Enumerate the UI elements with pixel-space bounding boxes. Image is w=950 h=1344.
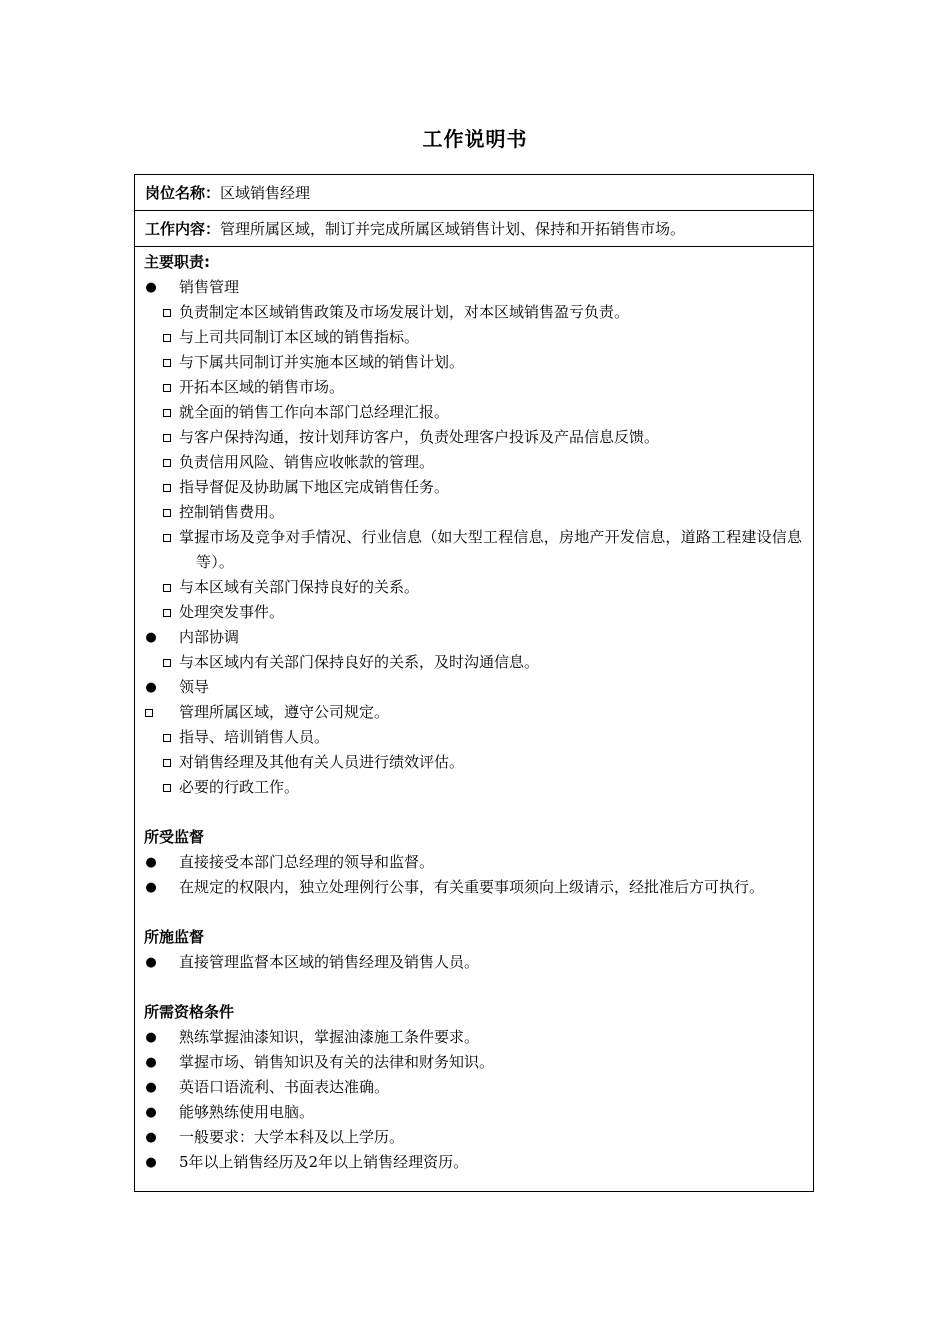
item-text: 开拓本区域的销售市场。 <box>179 378 345 396</box>
square-bullet-icon <box>163 734 171 742</box>
job-description-table <box>134 174 814 1192</box>
lead-title: 领导 <box>179 678 210 696</box>
square-bullet-icon <box>163 509 171 517</box>
supervising-heading: 所施监督 <box>144 928 205 946</box>
square-bullet-icon <box>163 459 171 467</box>
spacer <box>144 900 805 925</box>
list-item <box>144 775 805 800</box>
list-item <box>144 625 805 650</box>
item-text: 英语口语流利、书面表达准确。 <box>179 1078 390 1096</box>
list-item <box>144 725 805 750</box>
item-text: 必要的行政工作。 <box>179 778 300 796</box>
list-item <box>144 750 805 775</box>
bullet-icon: ● <box>145 955 157 970</box>
item-text: 负责信用风险、销售应收帐款的管理。 <box>179 453 435 471</box>
content-label: 工作内容 <box>145 220 206 238</box>
item-text: 管理所属区域，遵守公司规定。 <box>179 703 390 721</box>
item-text: 与上司共同制订本区域的销售指标。 <box>179 328 420 346</box>
duties-heading: 主要职责: <box>144 253 210 271</box>
square-bullet-icon <box>163 309 171 317</box>
square-bullet-icon <box>163 534 171 542</box>
square-bullet-icon <box>145 709 153 717</box>
item-text: 控制销售费用。 <box>179 503 285 521</box>
item-text: 指导、培训销售人员。 <box>179 728 330 746</box>
item-text: 一般要求：大学本科及以上学历。 <box>179 1128 405 1146</box>
content-row <box>135 211 813 247</box>
square-bullet-icon <box>163 584 171 592</box>
list-item <box>144 675 805 700</box>
list-item <box>144 425 805 450</box>
item-text: 指导督促及协助属下地区完成销售任务。 <box>179 478 450 496</box>
supervised-heading: 所受监督 <box>144 828 205 846</box>
item-text: 直接管理监督本区域的销售经理及销售人员。 <box>179 953 480 971</box>
square-bullet-icon <box>163 484 171 492</box>
spacer <box>144 975 805 1000</box>
bullet-icon: ● <box>145 1030 157 1045</box>
item-text: 在规定的权限内，独立处理例行公事，有关重要事项须向上级请示，经批准后方可执行。 <box>179 878 765 896</box>
list-item <box>144 950 805 975</box>
list-item <box>144 525 805 575</box>
square-bullet-icon <box>163 609 171 617</box>
page-title: 工作说明书 <box>422 127 528 151</box>
list-item <box>144 375 805 400</box>
item-text: 负责制定本区域销售政策及市场发展计划，对本区域销售盈亏负责。 <box>179 303 630 321</box>
list-item <box>144 400 805 425</box>
position-separator: ： <box>205 184 221 202</box>
bullet-icon: ● <box>145 855 157 870</box>
item-text: 掌握市场、销售知识及有关的法律和财务知识。 <box>179 1053 495 1071</box>
bullet-icon: ● <box>145 1080 157 1095</box>
bullet-icon: ● <box>145 1130 157 1145</box>
list-item <box>144 325 805 350</box>
list-item <box>144 350 805 375</box>
item-text: 直接接受本部门总经理的领导和监督。 <box>179 853 435 871</box>
internal-title: 内部协调 <box>179 628 240 646</box>
list-item <box>144 575 805 600</box>
details-section <box>135 247 813 1175</box>
square-bullet-icon <box>163 784 171 792</box>
position-row <box>135 175 813 211</box>
list-item <box>144 275 805 300</box>
list-item <box>144 500 805 525</box>
square-bullet-icon <box>163 334 171 342</box>
list-item <box>144 700 805 725</box>
square-bullet-icon <box>163 384 171 392</box>
content-separator: ： <box>205 220 221 238</box>
bullet-icon: ● <box>145 280 157 295</box>
list-item <box>144 1100 805 1125</box>
square-bullet-icon <box>163 434 171 442</box>
position-value: 区域销售经理 <box>220 184 311 202</box>
bullet-icon: ● <box>145 1055 157 1070</box>
item-text: 与客户保持沟通，按计划拜访客户，负责处理客户投诉及产品信息反馈。 <box>179 428 660 446</box>
bullet-icon: ● <box>145 1105 157 1120</box>
list-item <box>144 650 805 675</box>
list-item <box>144 1050 805 1075</box>
list-item <box>144 450 805 475</box>
bullet-icon: ● <box>145 1155 157 1170</box>
item-text: 能够熟练使用电脑。 <box>179 1103 315 1121</box>
square-bullet-icon <box>163 759 171 767</box>
list-item <box>144 600 805 625</box>
item-text: 掌握市场及竞争对手情况、行业信息（如大型工程信息，房地产开发信息，道路工程建设信息等）。 <box>179 528 803 571</box>
content-value: 管理所属区域，制订并完成所属区域销售计划、保持和开拓销售市场。 <box>220 220 686 238</box>
item-text: 对销售经理及其他有关人员进行绩效评估。 <box>179 753 465 771</box>
list-item <box>144 1150 805 1175</box>
position-label: 岗位名称 <box>145 184 206 202</box>
item-text: 5年以上销售经历及2年以上销售经理资历。 <box>179 1153 469 1171</box>
list-item <box>144 875 805 900</box>
bullet-icon: ● <box>145 680 157 695</box>
item-text: 与本区域内有关部门保持良好的关系，及时沟通信息。 <box>179 653 540 671</box>
item-text: 与本区域有关部门保持良好的关系。 <box>179 578 420 596</box>
square-bullet-icon <box>163 409 171 417</box>
list-item <box>144 850 805 875</box>
list-item <box>144 475 805 500</box>
sales-title: 销售管理 <box>179 278 240 296</box>
item-text: 就全面的销售工作向本部门总经理汇报。 <box>179 403 450 421</box>
item-text: 处理突发事件。 <box>179 603 285 621</box>
list-item <box>144 1075 805 1100</box>
qualifications-heading: 所需资格条件 <box>144 1003 235 1021</box>
square-bullet-icon <box>163 359 171 367</box>
bullet-icon: ● <box>145 630 157 645</box>
list-item <box>144 300 805 325</box>
list-item <box>144 1125 805 1150</box>
item-text: 熟练掌握油漆知识，掌握油漆施工条件要求。 <box>179 1028 480 1046</box>
list-item <box>144 1025 805 1050</box>
bullet-icon: ● <box>145 880 157 895</box>
spacer <box>144 800 805 825</box>
square-bullet-icon <box>163 659 171 667</box>
item-text: 与下属共同制订并实施本区域的销售计划。 <box>179 353 465 371</box>
